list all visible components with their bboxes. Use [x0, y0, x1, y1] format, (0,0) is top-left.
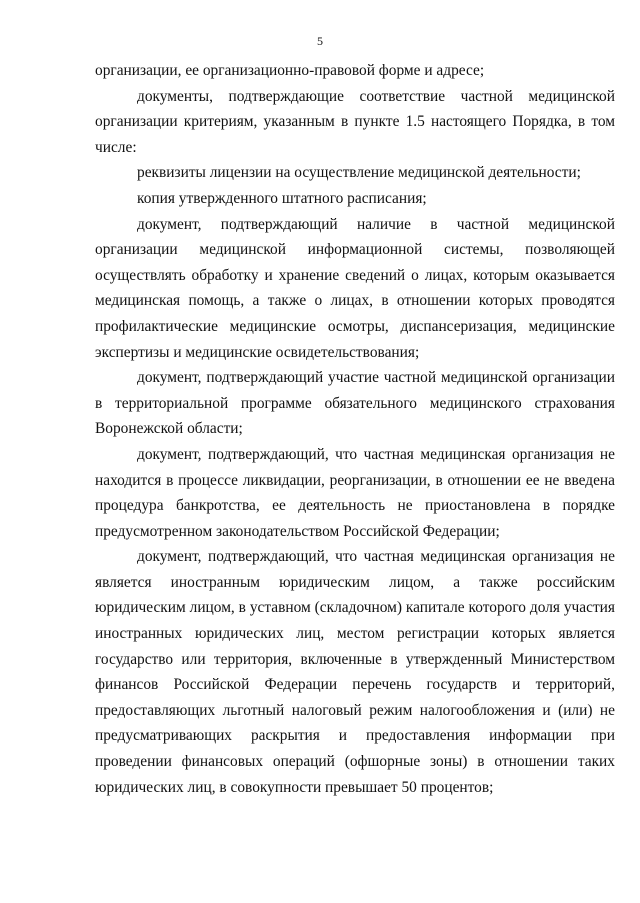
- paragraph-insurance-program: документ, подтверждающий участие частной медицинской организации в территориальной программе обязательного медицинского страхования Воронежской области;: [95, 369, 615, 438]
- paragraph-documents-criteria: документы, подтверждающие соответствие частной медицинской организации критериям, указанным в пункте 1.5 настоящего Порядка, в том числе:: [95, 87, 615, 156]
- paragraph-staff-schedule: копия утвержденного штатного расписания;: [137, 189, 427, 207]
- paragraph-no-liquidation: документ, подтверждающий, что частная медицинская организация не находится в процессе ликвидации, реорганизации, в отношении ее не введена процедура банкротства, ее деятельность не приостановлена в порядке предусмотренном законодательством Российской Федерации;: [95, 445, 615, 540]
- paragraph-not-foreign-entity: документ, подтверждающий, что частная медицинская организация не является иностранным юридическим лицом, а также российским юридическим лицом, в уставном (складочном) капитале которого доля участия иностранных юридических лиц, местом регистрации которых является государство или территория, включенные в утвержденный Министерством финансов Российской Федерации перечень государств и территорий, предоставляющих льготный налоговый режим налогообложения и (или) не предусматривающих раскрытия и предоставления информации при проведении финансовых операций (офшорные зоны) в отношении таких юридических лиц, в совокупности превышает 50 процентов;: [95, 548, 615, 796]
- paragraph-org-form-address: организации, ее организационно-правовой форме и адресе;: [95, 62, 485, 79]
- paragraph-information-system: документ, подтверждающий наличие в частной медицинской организации медицинской информационной системы, позволяющей осуществлять обработку и хранение сведений о лицах, которым оказывается медицинская помощь, а также о лицах, в отношении которых проводятся профилактические медицинские осмотры, диспансеризация, медицинские экспертизы и медицинские освидетельствования;: [95, 215, 615, 361]
- page-number: 5: [317, 34, 323, 48]
- paragraph-license-details: реквизиты лицензии на осуществление медицинской деятельности;: [137, 164, 581, 182]
- document-body: [95, 58, 615, 800]
